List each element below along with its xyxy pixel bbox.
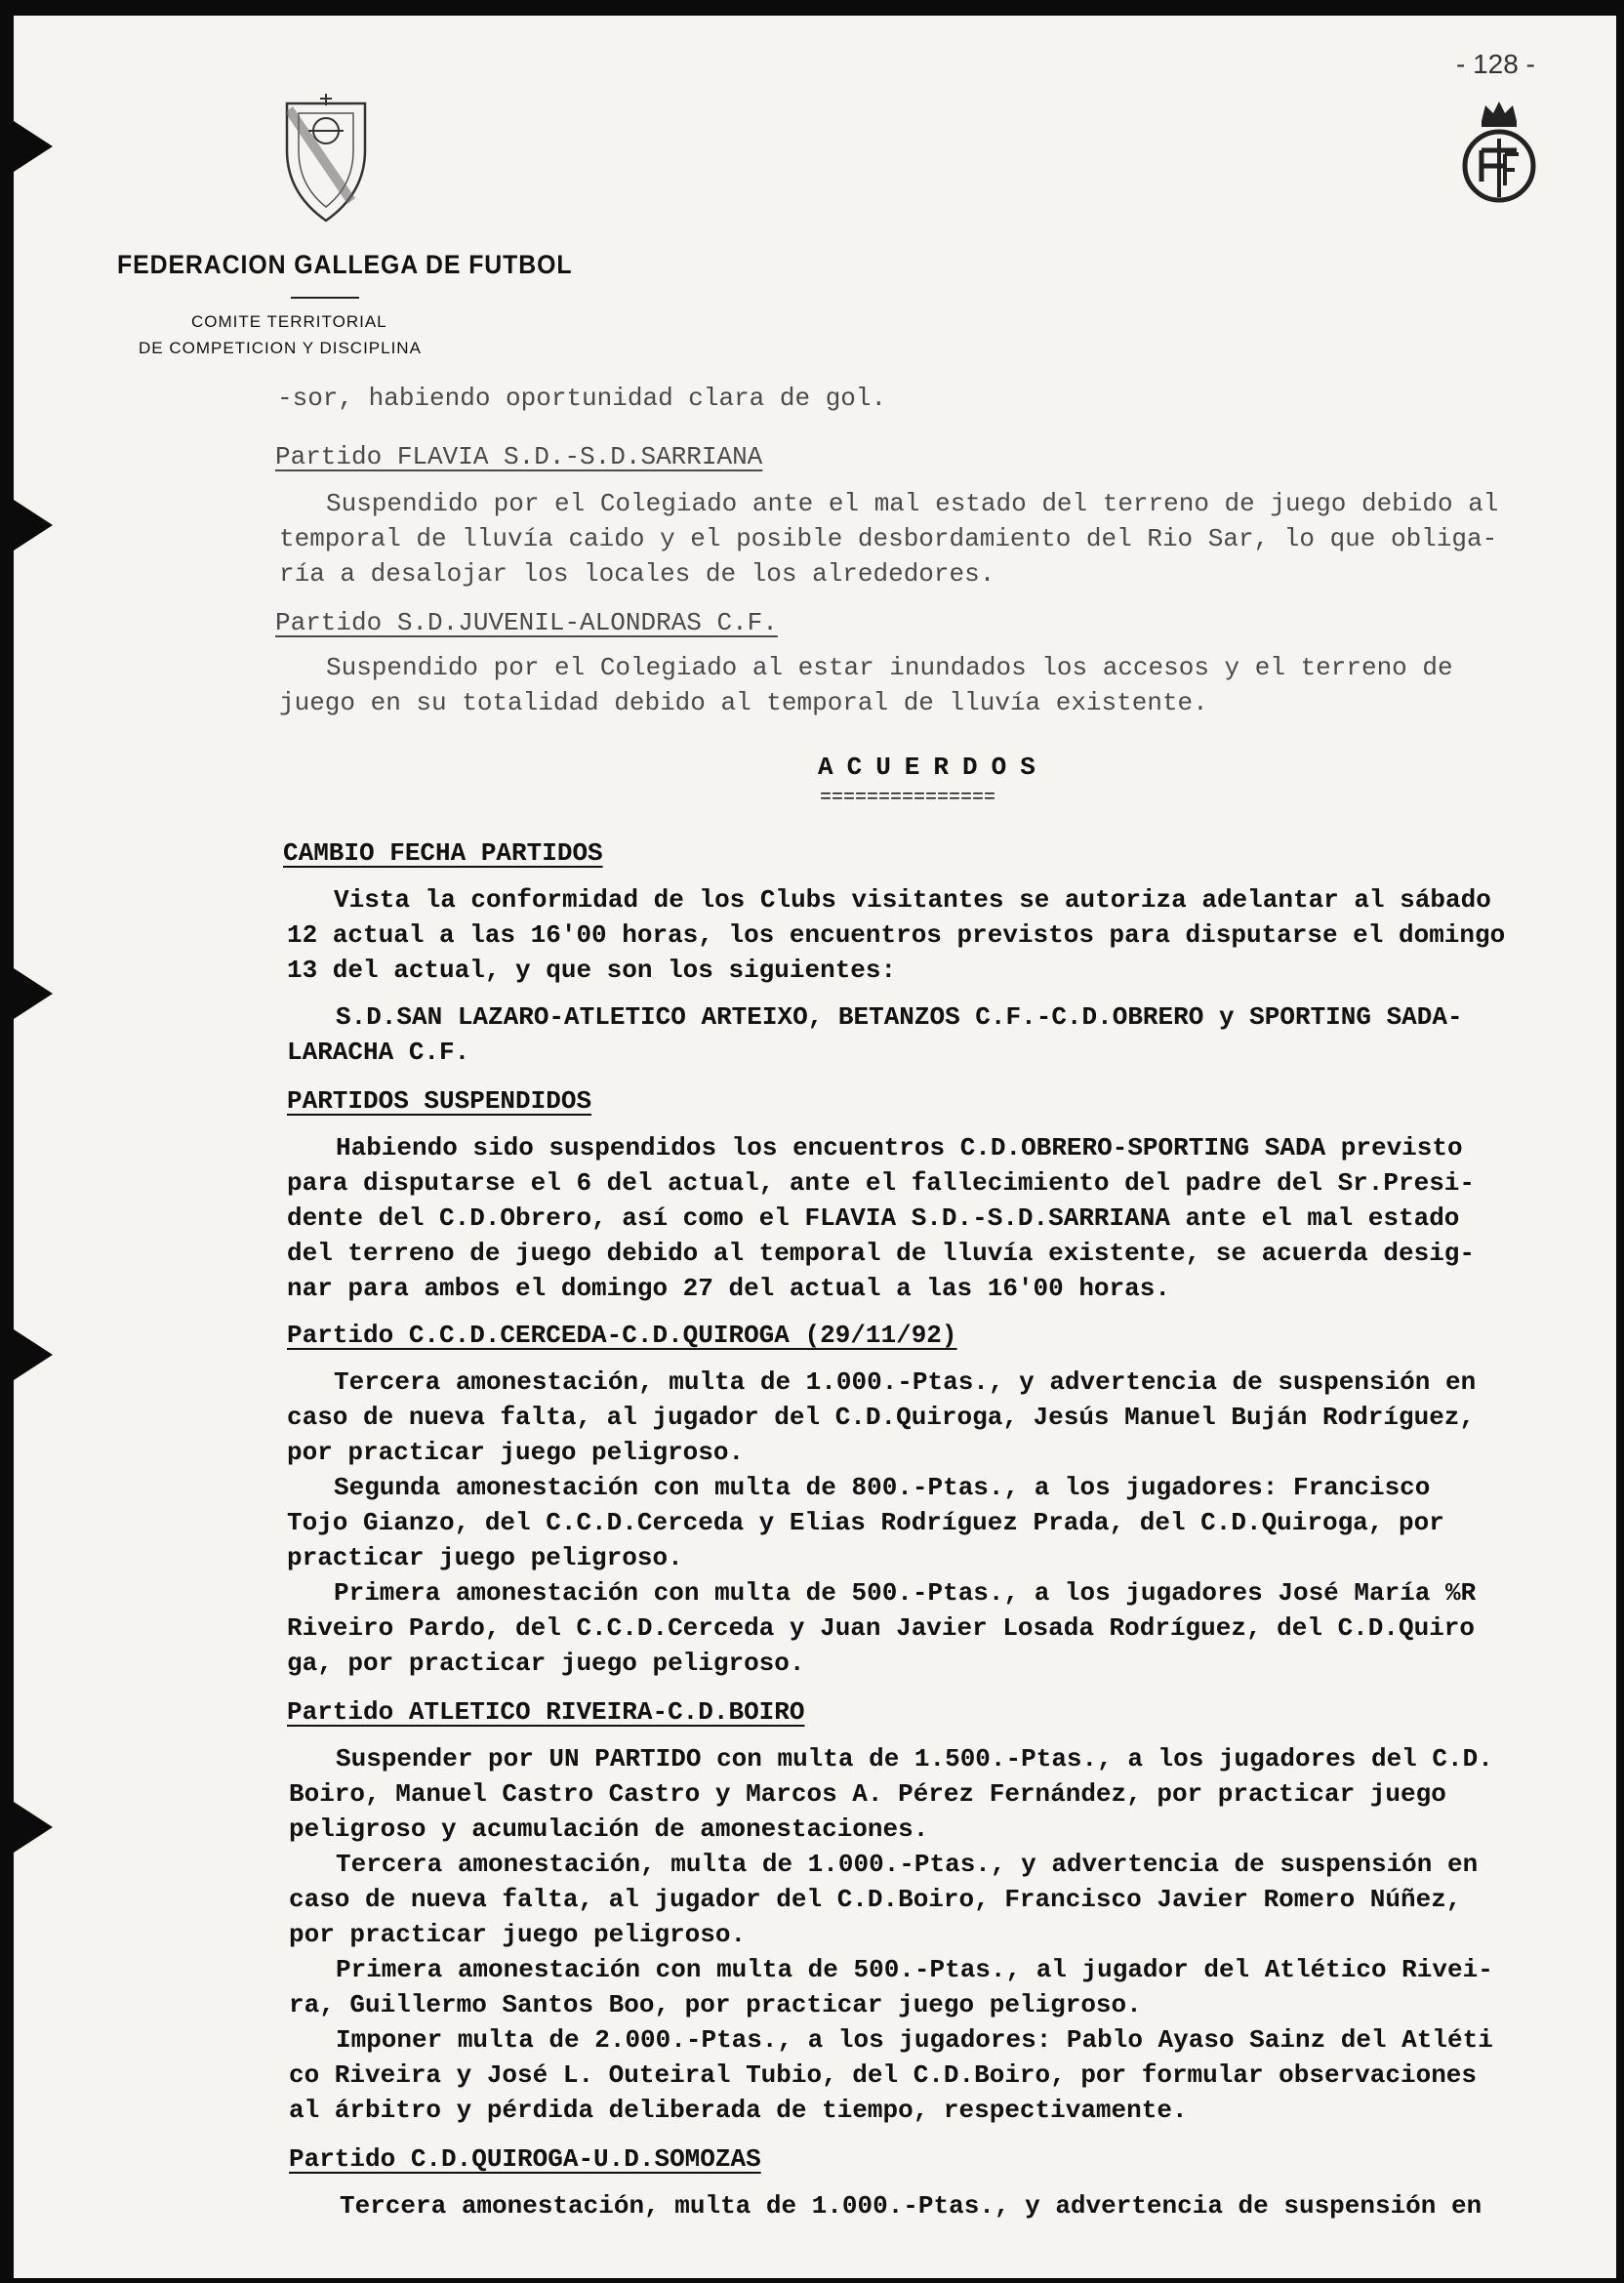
- committee-line-2: DE COMPETICION Y DISCIPLINA: [139, 339, 422, 357]
- section-heading: Partido C.D.QUIROGA-U.D.SOMOZAS: [289, 2144, 761, 2174]
- text-line: al árbitro y pérdida deliberada de tiempo, respectivamente.: [289, 2096, 1188, 2125]
- text-line: Tercera amonestación, multa de 1.000.-Ptas., y advertencia de suspensión en: [336, 1850, 1479, 1879]
- section-heading: Partido C.C.D.CERCEDA-C.D.QUIROGA (29/11/92): [287, 1321, 957, 1350]
- section-heading: CAMBIO FECHA PARTIDOS: [283, 838, 603, 868]
- binding-notch: [14, 1329, 53, 1380]
- crown-monogram-icon: [1460, 96, 1538, 210]
- section-heading: Partido S.D.JUVENIL-ALONDRAS C.F.: [275, 608, 778, 637]
- text-line: Suspendido por el Colegiado al estar inundados los accesos y el terreno de: [326, 653, 1453, 682]
- text-line: co Riveira y José L. Outeiral Tubio, del C.D.Boiro, por formular observaciones: [289, 2060, 1477, 2090]
- acuerdos-title: ACUERDOS: [818, 753, 1049, 782]
- text-line: Primera amonestación con multa de 500.-Ptas., al jugador del Atlético Rivei-: [336, 1955, 1493, 1984]
- organization-name: FEDERACION GALLEGA DE FUTBOL: [117, 250, 573, 279]
- binding-notch: [14, 1802, 53, 1853]
- text-line: juego en su totalidad debido al temporal de lluvía existente.: [279, 688, 1208, 717]
- text-line: ra, Guillermo Santos Boo, por practicar juego peligroso.: [289, 1990, 1142, 2019]
- text-line: caso de nueva falta, al jugador del C.D.Quiroga, Jesús Manuel Buján Rodríguez,: [287, 1403, 1475, 1432]
- text-line: Tojo Gianzo, del C.C.D.Cerceda y Elias Rodríguez Prada, del C.D.Quiroga, por: [287, 1508, 1444, 1537]
- text-line: 13 del actual, y que son los siguientes:: [287, 956, 897, 985]
- text-line: Vista la conformidad de los Clubs visitantes se autoriza adelantar al sábado: [334, 885, 1491, 915]
- text-line: 12 actual a las 16'00 horas, los encuentros previstos para disputarse el domingo: [287, 920, 1506, 950]
- section-heading: Partido FLAVIA S.D.-S.D.SARRIANA: [275, 442, 763, 471]
- binding-notch: [14, 968, 53, 1019]
- text-line: dente del C.D.Obrero, así como el FLAVIA S.D.-S.D.SARRIANA ante el mal estado: [287, 1203, 1460, 1233]
- text-line: Habiendo sido suspendidos los encuentros C.D.OBRERO-SPORTING SADA previsto: [336, 1133, 1463, 1162]
- text-line: peligroso y acumulación de amonestaciones.: [289, 1814, 929, 1844]
- section-heading: Partido ATLETICO RIVEIRA-C.D.BOIRO: [287, 1697, 805, 1727]
- text-line: LARACHA C.F.: [287, 1038, 470, 1067]
- text-line: por practicar juego peligroso.: [289, 1920, 747, 1949]
- text-line: caso de nueva falta, al jugador del C.D.Boiro, Francisco Javier Romero Núñez,: [289, 1885, 1462, 1914]
- text-line: Imponer multa de 2.000.-Ptas., a los jugadores: Pablo Ayaso Sainz del Atléti: [336, 2025, 1493, 2055]
- text-line: -sor, habiendo oportunidad clara de gol.: [277, 384, 887, 413]
- document-page: [14, 16, 1616, 2278]
- text-line: ría a desalojar los locales de los alrededores.: [279, 559, 995, 589]
- shield-crest-icon: [285, 92, 367, 227]
- text-line: Riveiro Pardo, del C.C.D.Cerceda y Juan Javier Losada Rodríguez, del C.D.Quiro: [287, 1613, 1475, 1643]
- acuerdos-underline: ===============: [820, 787, 996, 809]
- text-line: S.D.SAN LAZARO-ATLETICO ARTEIXO, BETANZOS C.F.-C.D.OBRERO y SPORTING SADA-: [336, 1002, 1463, 1032]
- text-line: Suspendido por el Colegiado ante el mal estado del terreno de juego debido al: [326, 489, 1499, 518]
- text-line: ga, por practicar juego peligroso.: [287, 1649, 805, 1678]
- text-line: por practicar juego peligroso.: [287, 1438, 745, 1467]
- text-line: Boiro, Manuel Castro Castro y Marcos A. Pérez Fernández, por practicar juego: [289, 1779, 1446, 1809]
- text-line: del terreno de juego debido al temporal de lluvía existente, se acuerda desig-: [287, 1239, 1475, 1268]
- text-line: Tercera amonestación, multa de 1.000.-Ptas., y advertencia de suspensión en: [340, 2191, 1482, 2221]
- text-line: temporal de lluvía caido y el posible desbordamiento del Rio Sar, lo que obliga-: [279, 524, 1498, 553]
- text-line: Primera amonestación con multa de 500.-Ptas., a los jugadores José María %R: [334, 1578, 1477, 1608]
- binding-notch: [14, 121, 53, 172]
- page-number: - 128 -: [1456, 49, 1535, 79]
- text-line: Tercera amonestación, multa de 1.000.-Ptas., y advertencia de suspensión en: [334, 1367, 1477, 1397]
- section-heading: PARTIDOS SUSPENDIDOS: [287, 1086, 592, 1116]
- organization-divider: [291, 297, 359, 299]
- committee-line-1: COMITE TERRITORIAL: [191, 312, 387, 331]
- text-line: Segunda amonestación con multa de 800.-Ptas., a los jugadores: Francisco: [334, 1473, 1431, 1502]
- text-line: Suspender por UN PARTIDO con multa de 1.500.-Ptas., a los jugadores del C.D.: [336, 1744, 1493, 1773]
- binding-notch: [14, 500, 53, 550]
- text-line: practicar juego peligroso.: [287, 1543, 683, 1572]
- text-line: para disputarse el 6 del actual, ante el fallecimiento del padre del Sr.Presi-: [287, 1168, 1475, 1198]
- text-line: nar para ambos el domingo 27 del actual a las 16'00 horas.: [287, 1274, 1170, 1303]
